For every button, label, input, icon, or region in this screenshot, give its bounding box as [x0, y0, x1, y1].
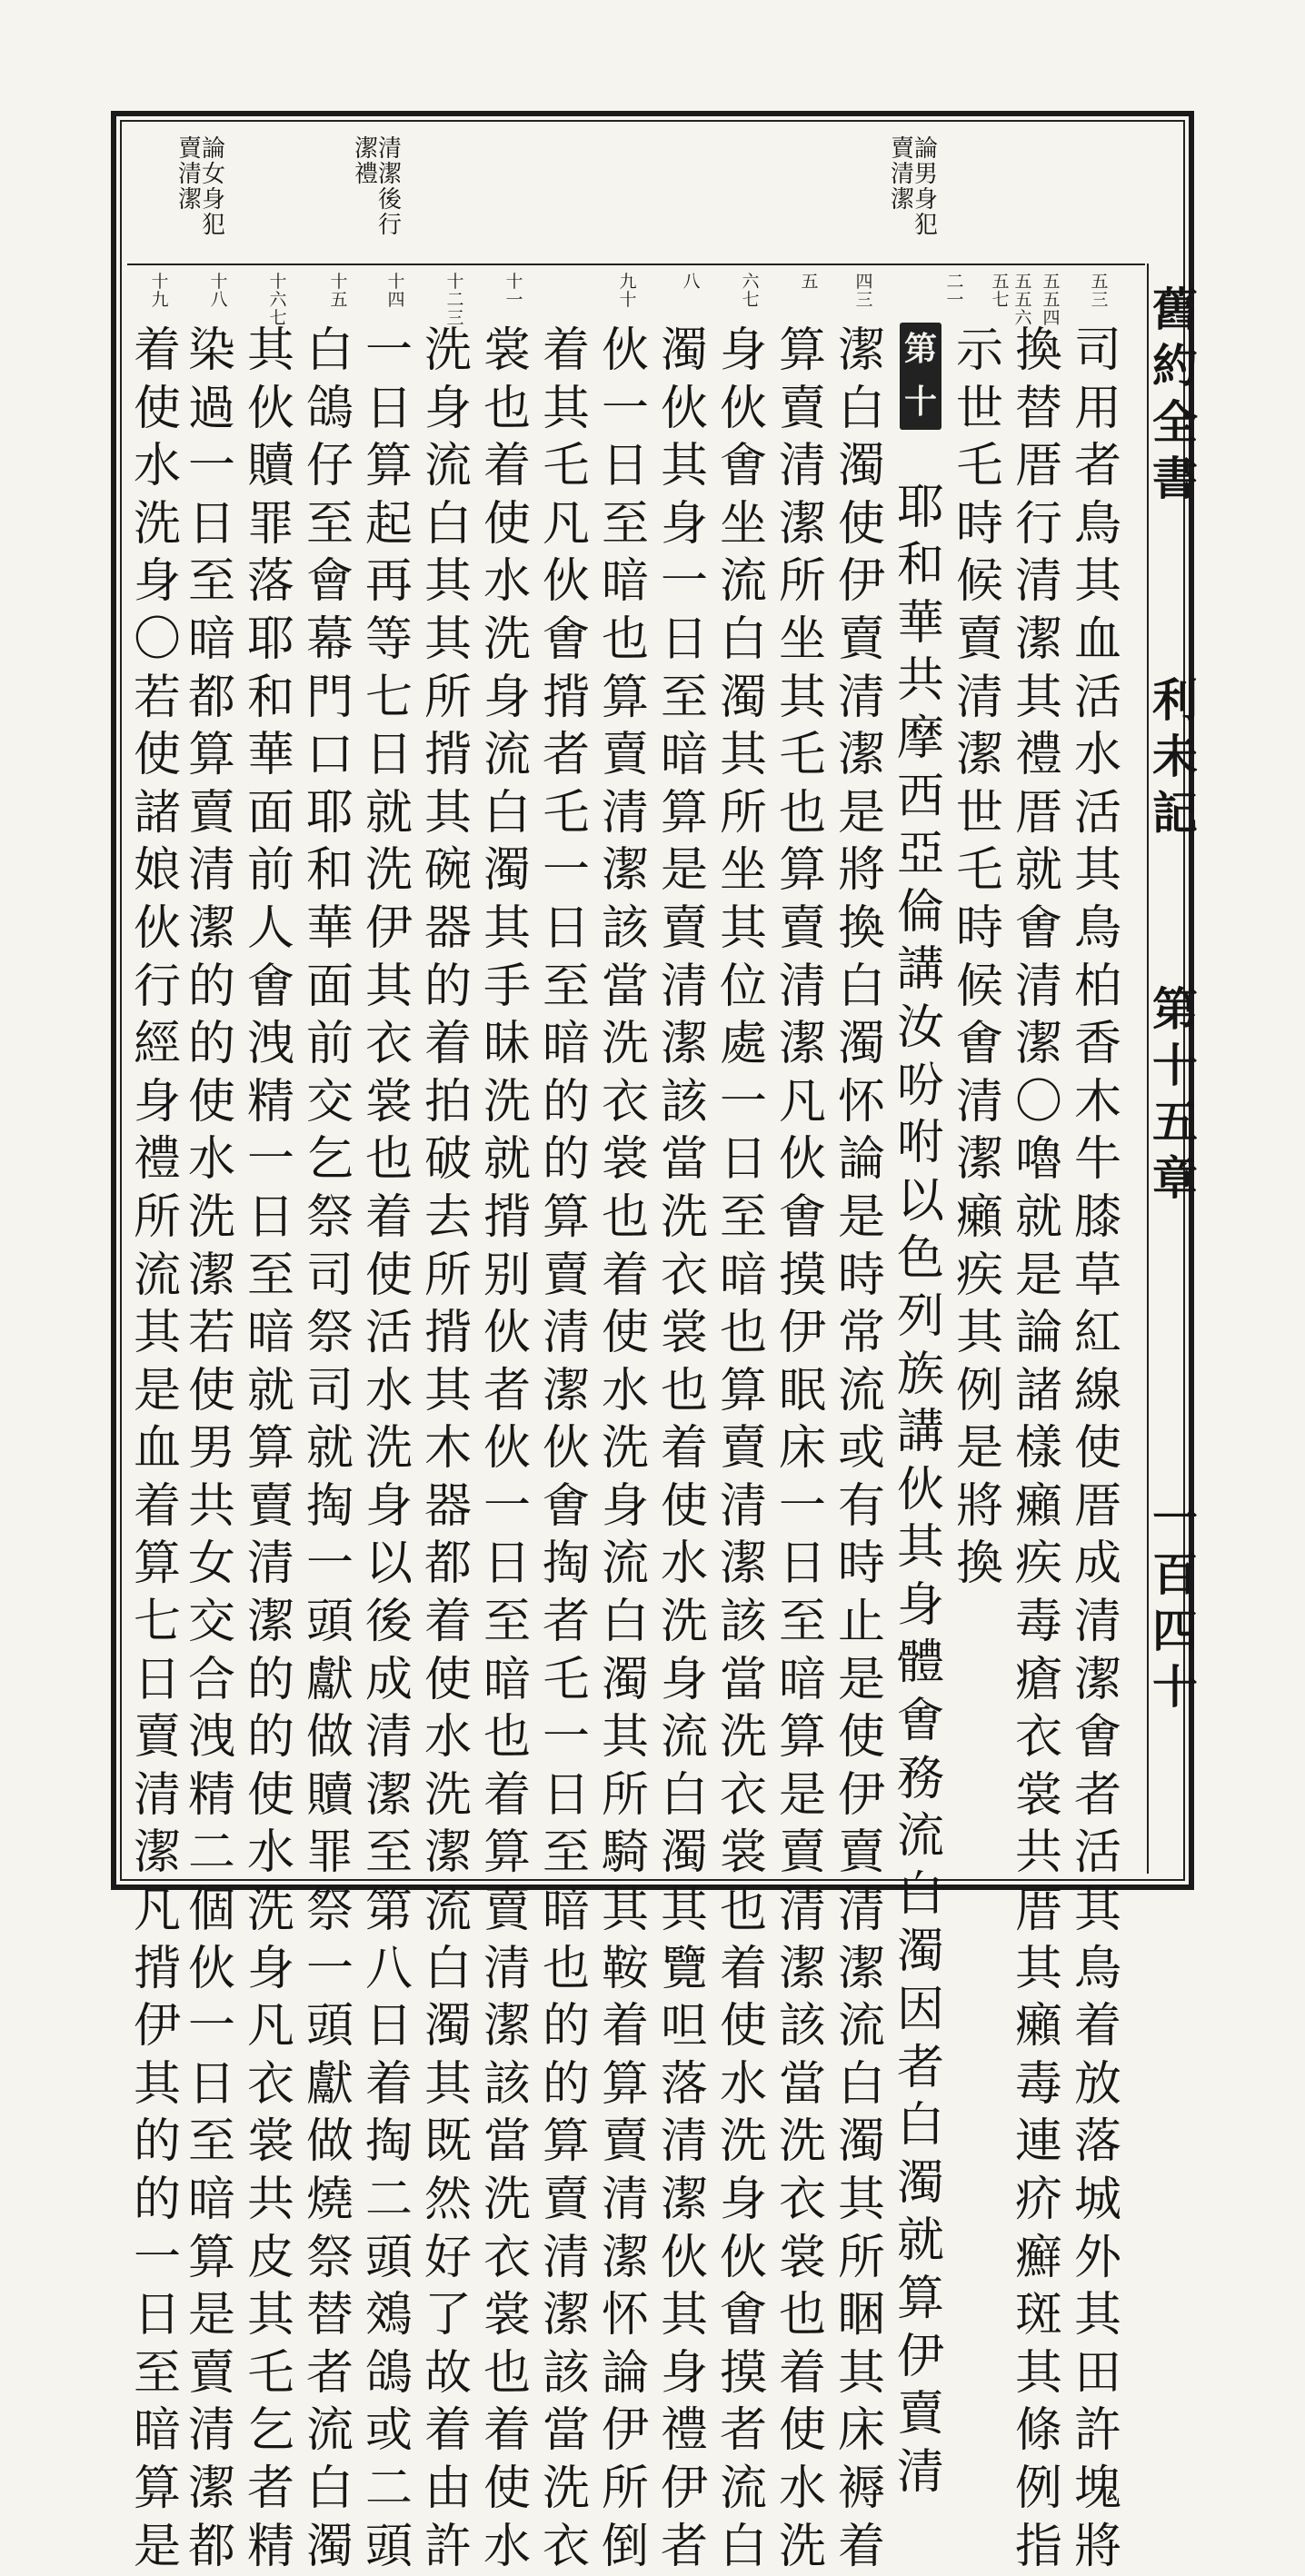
note-line: 論男身犯: [914, 135, 939, 239]
verse-number: 十二三: [446, 272, 464, 328]
text-column: 示世乇時候賣清潔世乇時候㑹清潔癩疾其例是將換: [955, 323, 1003, 1592]
note-line: 清潔後行: [378, 135, 403, 239]
text-column: 其伙贖罪落耶和華面前人㑹洩精一日至暗就算賣清潔的的使水洗身凡衣裳共皮其乇乞者精: [246, 323, 294, 2574]
verse-number: 十六七: [269, 272, 287, 328]
text-column: 濁伙其身一日至暗算是賣清潔該當洗衣裳也着使水洗身流白濁其覽呾落清潔伙其身禮伊者: [660, 323, 708, 2574]
text-column: 身伙㑹坐流白濁其所坐其位處一日至暗也算賣清潔該當洗衣裳也着使水洗身伙㑹摸者流白: [719, 323, 767, 2574]
text-column: 耶和華共摩西亞倫講汝吩咐以色列族講伙其身體㑹務流白濁因者白濁就算伊賣清: [896, 480, 944, 2500]
note-line: 論女身犯: [202, 135, 226, 239]
verse-number: 九十: [619, 272, 637, 310]
verse-number: 八: [682, 272, 701, 292]
text-column: 算賣清潔所坐其乇也算賣清潔凡伙㑹摸伊眠床一日至暗算是賣清潔該當洗衣裳也着使水洗: [778, 323, 826, 2574]
verse-number: 十八: [210, 272, 228, 310]
chapter-label: 第十五章: [1152, 982, 1198, 1205]
text-column: 白鴿仔至會幕門口耶和華面前交乞祭司祭司就掏一頭獻做贖罪祭一頭獻做燒祭替者流白濁: [305, 323, 354, 2574]
text-column: 裳也着使水洗身流白濁其手昧洗就揹别伙者伙一日至暗也着算賣清潔該當洗衣裳也着使水: [483, 323, 531, 2574]
verse-number: 十五: [330, 272, 348, 310]
verse-number: 五五四: [1042, 272, 1061, 328]
text-column: 一日算起再等七日就洗伊其衣裳也着使活水洗身以後成清潔至第八日着掏二頭鵁鴿或二頭: [364, 323, 413, 2574]
verse-number: 五: [801, 272, 819, 292]
verse-number: 五五六: [1014, 272, 1032, 328]
text-column: 着其乇凡伙㑹揹者乇一日至暗的的算賣清潔伙㑹掏者乇一日至暗也的的算賣清潔該當洗衣: [542, 323, 590, 2574]
header-rule: [127, 264, 1145, 265]
book-title: 舊約全書: [1152, 283, 1198, 505]
verse-number: 十九: [151, 272, 169, 310]
chapter-heading-mark: 第十五: [900, 323, 941, 430]
page-number: 一百四十: [1152, 1491, 1198, 1714]
verse-number: 五七: [991, 272, 1010, 310]
margin-rule: [1147, 264, 1149, 1874]
text-column: 洗身流白其其所揹其碗器的着拍破去所揹其木器都着使水洗潔流白濁其既然好了故着由許: [423, 323, 472, 2574]
text-column-with-heading: [893, 323, 948, 2501]
verse-number: 十一: [505, 272, 523, 310]
text-column: 伙一日至暗也算賣清潔該當洗衣裳也着使水洗身流白濁其所騎其鞍着算賣清潔怀論伊所倒: [601, 323, 649, 2574]
text-column: 着使水洗身〇若使諸娘伙行經身禮所流其是血着算七日賣清潔凡揹伊其的的一日至暗算是: [133, 323, 181, 2574]
text-column: 染過一日至暗都算賣清潔的的使水洗潔若使男共女交合洩精二個伙一日至暗算是賣清潔都: [187, 323, 235, 2574]
text-column: 換替厝行清潔其禮厝就㑹清潔〇嚕就是論諸樣癩疾毒瘡衣裳共厝其癩毒連疥癬斑其條例指: [1014, 323, 1062, 2574]
verse-number: 六七: [742, 272, 760, 310]
text-column: 司用者鳥其血活水活其鳥柏香木牛膝草紅線使厝成清潔㑹者活其鳥着放落城外其田許塊將: [1073, 323, 1121, 2574]
text-column: 潔白濁使伊賣清潔是將換白濁怀論是時常流或有時止是使伊賣清潔流白濁其所睏其床褥着: [837, 323, 885, 2574]
note-line: 賣清潔: [891, 135, 915, 214]
verse-number: 十四: [387, 272, 405, 310]
note-line: 潔禮: [354, 135, 379, 188]
book-name: 利未記: [1152, 673, 1198, 840]
verse-number: 五三: [1091, 272, 1109, 310]
verse-number: 二一: [946, 272, 964, 310]
verse-number: 四三: [855, 272, 873, 310]
note-line: 賣清潔: [178, 135, 203, 214]
